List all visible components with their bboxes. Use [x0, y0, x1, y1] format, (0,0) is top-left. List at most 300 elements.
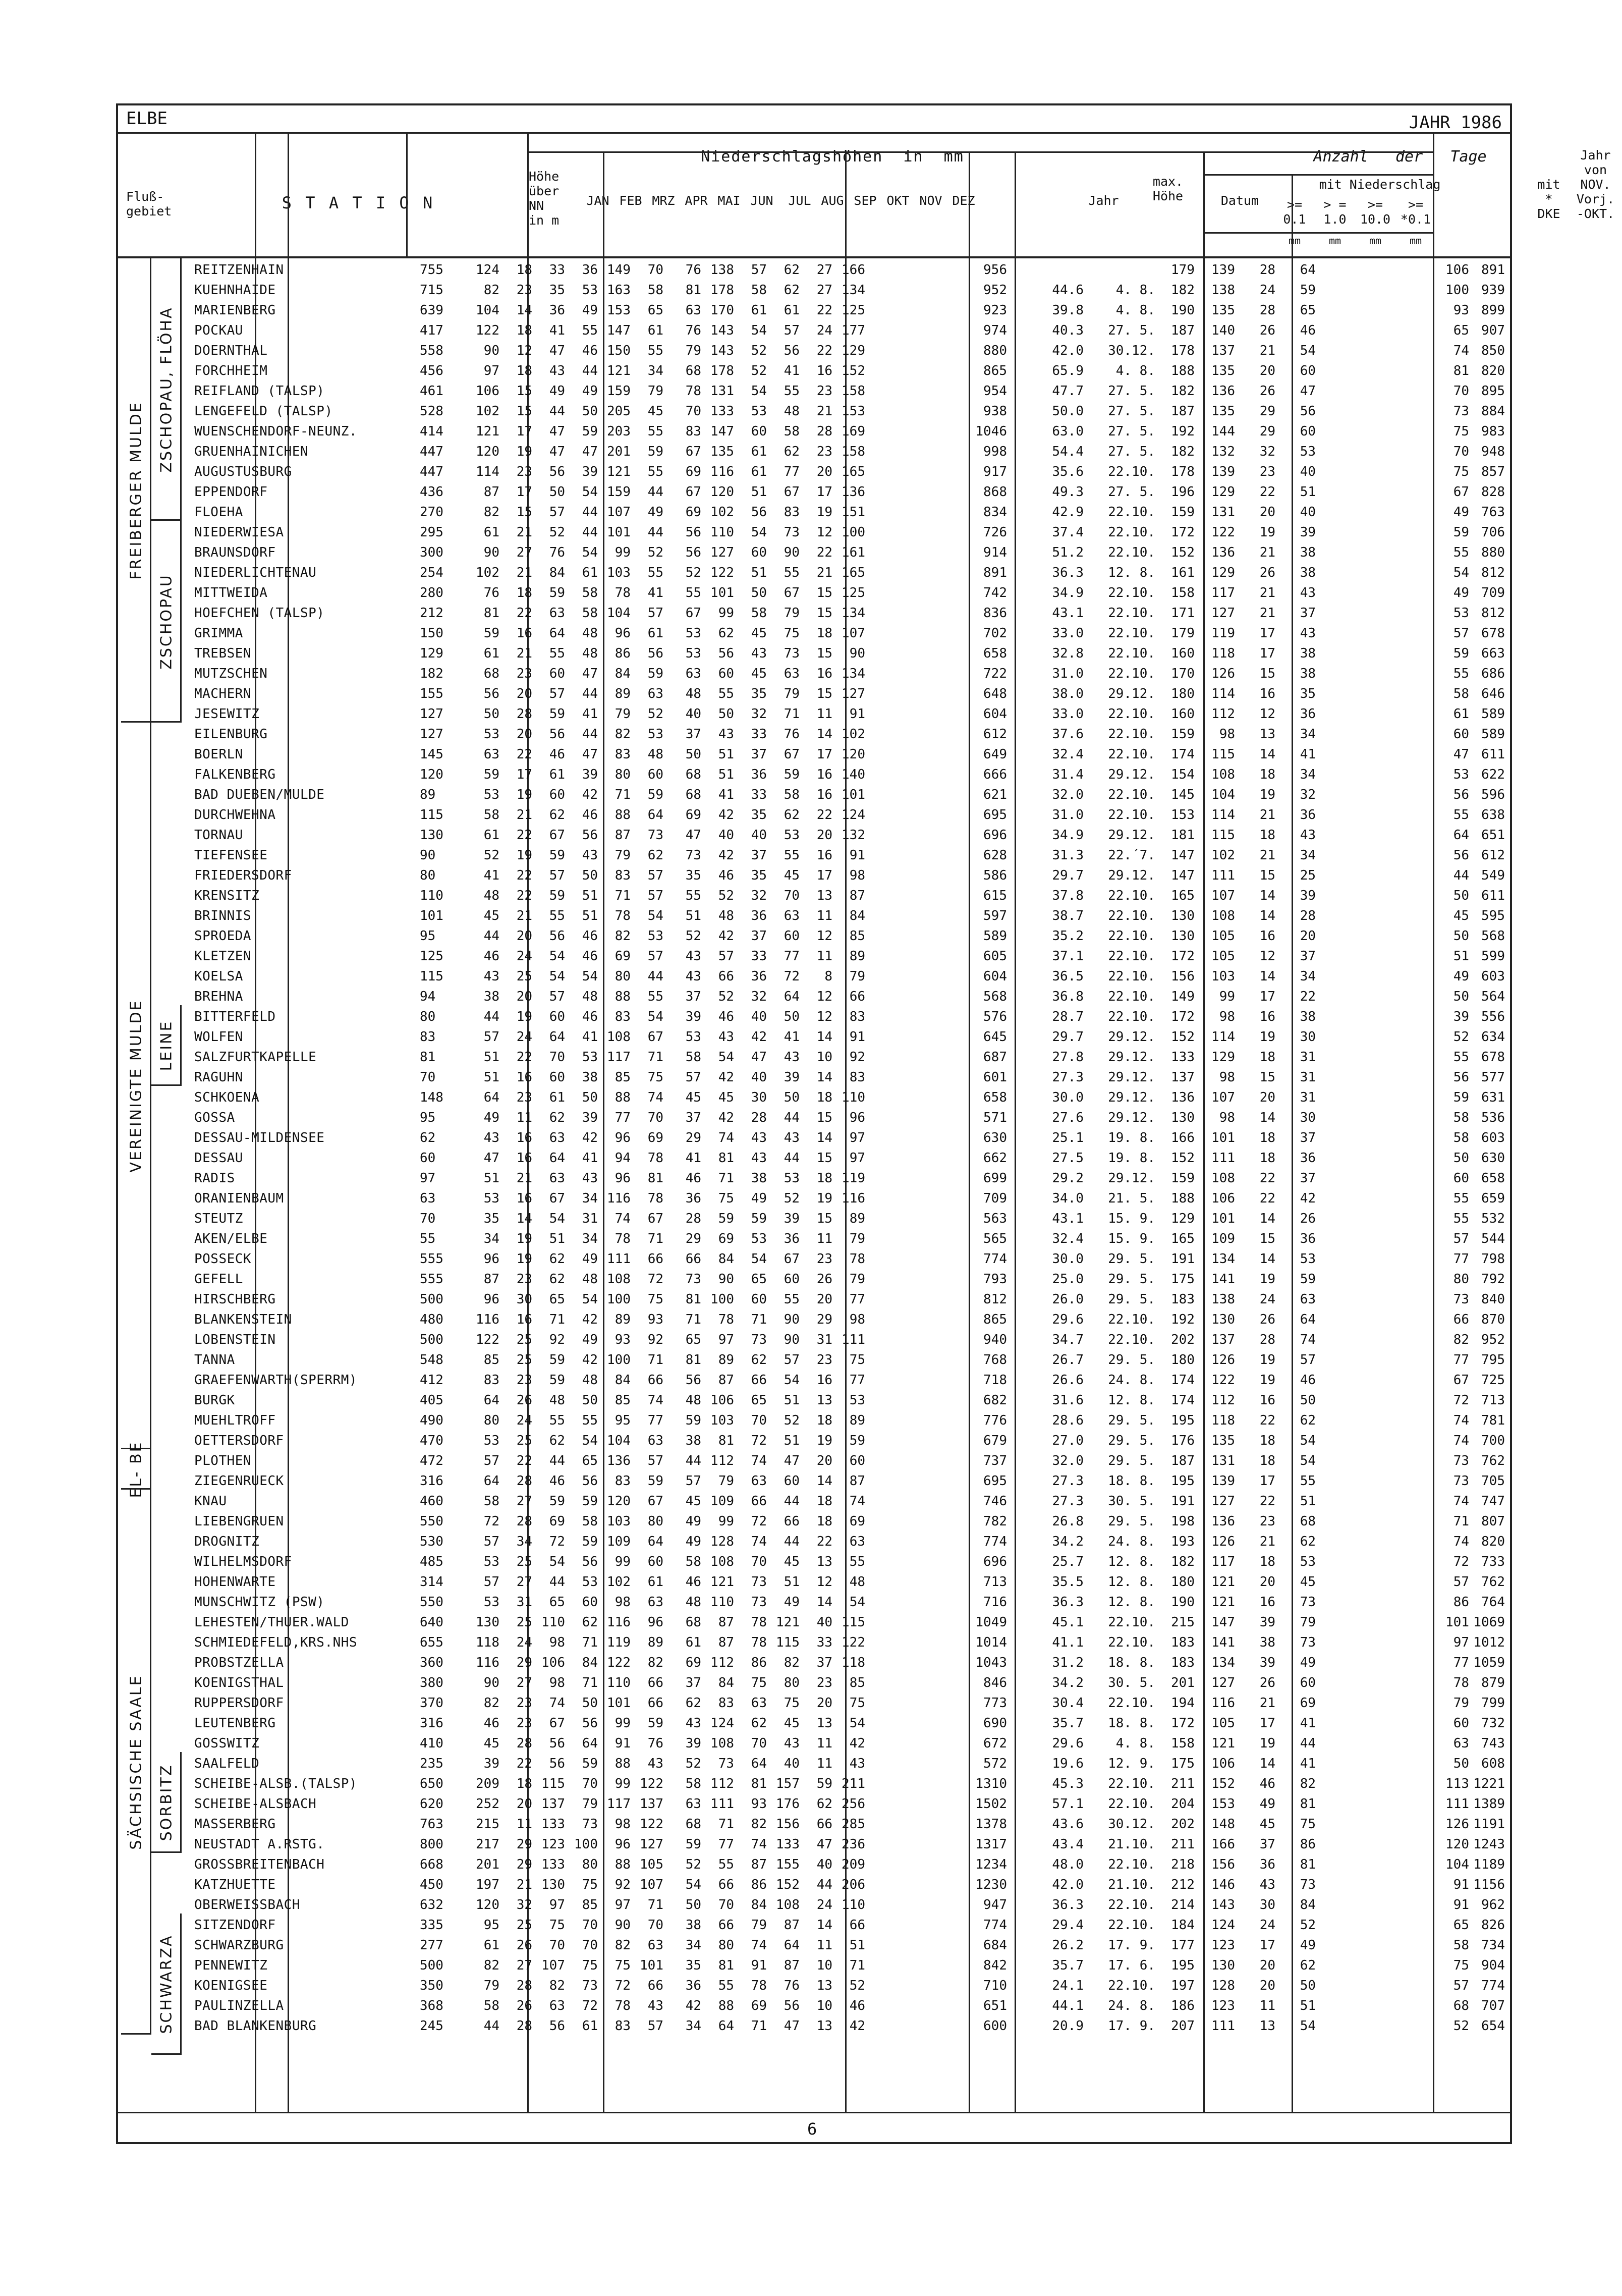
monthly-value: 62: [784, 444, 800, 459]
monthly-value: 42: [685, 1998, 701, 2013]
monthly-value: 78: [751, 1615, 767, 1630]
monthly-value: 49: [784, 1595, 800, 1610]
monthly-value: 285: [842, 1817, 865, 1832]
day-count: 190: [1171, 303, 1195, 318]
day-count: 134: [1211, 1251, 1235, 1267]
monthly-value: 155: [776, 1857, 800, 1872]
table-row: [0, 1328, 1606, 1348]
monthly-value: 86: [751, 1877, 767, 1892]
monthly-value: 62: [816, 1796, 832, 1812]
day-count: 178: [1171, 343, 1195, 358]
monthly-value: 16: [816, 666, 832, 681]
day-count: 182: [1171, 283, 1195, 298]
hydro-year-total: 820: [1481, 1534, 1505, 1549]
monthly-value: 62: [647, 848, 663, 863]
monthly-value: 43: [751, 1130, 767, 1145]
day-count: 195: [1171, 1958, 1195, 1973]
monthly-value: 55: [784, 565, 800, 580]
max-value: 19.6: [1052, 1756, 1084, 1771]
max-date: 29.12.: [1108, 1171, 1155, 1186]
monthly-value: 54: [582, 484, 598, 500]
monthly-value: 69: [685, 807, 701, 823]
annual-total: 695: [983, 1473, 1007, 1489]
dke-count: 59: [1453, 525, 1469, 540]
hydro-year-total: 646: [1481, 686, 1505, 701]
dke-count: 45: [1453, 908, 1469, 923]
table-row: [0, 521, 1606, 541]
table-row: [0, 379, 1606, 400]
monthly-value: 20: [816, 1453, 832, 1468]
annual-total: 565: [983, 1231, 1007, 1246]
monthly-value: 55: [784, 1292, 800, 1307]
dke-count: 57: [1453, 1978, 1469, 1993]
day-count: 187: [1171, 404, 1195, 419]
hydro-year-total: 611: [1481, 888, 1505, 903]
station-name: NIEDERLICHTENAU: [194, 565, 317, 580]
monthly-value: 29: [685, 1130, 701, 1145]
station-name: KRENSITZ: [194, 888, 260, 903]
month-header: NOV: [919, 193, 942, 208]
monthly-value: 36: [751, 767, 767, 782]
monthly-value: 122: [476, 323, 499, 338]
dke-count: 60: [1453, 1716, 1469, 1731]
monthly-value: 83: [718, 1696, 734, 1711]
monthly-value: 47: [751, 1050, 767, 1065]
monthly-value: 68: [685, 363, 701, 378]
day-count: 24: [1259, 1918, 1275, 1933]
monthly-value: 71: [849, 1958, 865, 1973]
monthly-value: 39: [784, 1211, 800, 1226]
dke-count: 54: [1453, 565, 1469, 580]
table-row: [0, 1611, 1606, 1631]
monthly-value: 66: [685, 1251, 701, 1267]
table-row: [0, 844, 1606, 864]
monthly-value: 78: [614, 908, 631, 923]
table-row: [0, 1449, 1606, 1469]
monthly-value: 108: [710, 1554, 734, 1569]
day-count: 21: [1259, 807, 1275, 823]
day-count: 114: [1211, 1029, 1235, 1045]
monthly-value: 24: [516, 1413, 532, 1428]
monthly-value: 36: [751, 969, 767, 984]
monthly-value: 69: [718, 1231, 734, 1246]
monthly-value: 46: [483, 949, 499, 964]
station-height: 715: [420, 283, 443, 298]
monthly-value: 59: [647, 666, 663, 681]
monthly-value: 44: [582, 686, 598, 701]
monthly-value: 65: [582, 1453, 598, 1468]
monthly-value: 99: [614, 545, 631, 560]
monthly-value: 76: [784, 727, 800, 742]
monthly-value: 64: [483, 1473, 499, 1489]
annual-total: 716: [983, 1595, 1007, 1610]
monthly-value: 67: [685, 606, 701, 621]
monthly-value: 63: [549, 1130, 565, 1145]
monthly-value: 133: [541, 1817, 565, 1832]
monthly-value: 43: [549, 363, 565, 378]
day-count: 21: [1259, 585, 1275, 600]
max-value: 27.5: [1052, 1151, 1084, 1166]
max-date: 29. 5.: [1108, 1292, 1155, 1307]
monthly-value: 43: [718, 1029, 734, 1045]
day-count: 46: [1300, 1373, 1316, 1388]
monthly-value: 138: [710, 262, 734, 278]
station-height: 316: [420, 1473, 443, 1489]
day-count: 207: [1171, 2018, 1195, 2034]
monthly-value: 50: [784, 1090, 800, 1105]
monthly-value: 22: [516, 1050, 532, 1065]
monthly-value: 44: [647, 484, 663, 500]
monthly-value: 15: [516, 404, 532, 419]
monthly-value: 71: [647, 1231, 663, 1246]
monthly-value: 58: [582, 585, 598, 600]
monthly-value: 75: [784, 1696, 800, 1711]
monthly-value: 73: [647, 828, 663, 843]
monthly-value: 46: [685, 1574, 701, 1590]
table-row: [0, 1510, 1606, 1530]
monthly-value: 65: [549, 1595, 565, 1610]
monthly-value: 12: [816, 1574, 832, 1590]
monthly-value: 42: [751, 1029, 767, 1045]
annual-total: 612: [983, 727, 1007, 742]
max-value: 29.7: [1052, 1029, 1084, 1045]
monthly-value: 15: [816, 1211, 832, 1226]
hydro-year-total: 568: [1481, 928, 1505, 944]
day-count: 135: [1211, 363, 1235, 378]
day-count: 12: [1259, 949, 1275, 964]
monthly-value: 111: [710, 1796, 734, 1812]
monthly-value: 50: [582, 1393, 598, 1408]
day-count: 121: [1211, 1595, 1235, 1610]
max-date: 15. 9.: [1108, 1211, 1155, 1226]
table-row: [0, 1732, 1606, 1752]
monthly-value: 97: [483, 363, 499, 378]
day-count: 34: [1300, 969, 1316, 984]
dke-count: 74: [1453, 1494, 1469, 1509]
monthly-value: 17: [516, 424, 532, 439]
monthly-value: 23: [516, 1090, 532, 1105]
dke-count: 58: [1453, 686, 1469, 701]
monthly-value: 122: [640, 1817, 663, 1832]
day-count: 75: [1300, 1817, 1316, 1832]
monthly-value: 20: [516, 686, 532, 701]
dke-count: 55: [1453, 1211, 1469, 1226]
hydro-year-total: 589: [1481, 727, 1505, 742]
max-value: 45.3: [1052, 1776, 1084, 1791]
monthly-value: 72: [647, 1272, 663, 1287]
dke-count: 75: [1453, 1958, 1469, 1973]
monthly-value: 32: [751, 888, 767, 903]
monthly-value: 60: [751, 1292, 767, 1307]
monthly-value: 18: [816, 1171, 832, 1186]
day-count: 198: [1171, 1514, 1195, 1529]
day-count: 99: [1219, 989, 1235, 1004]
monthly-value: 54: [849, 1595, 865, 1610]
monthly-value: 98: [614, 1817, 631, 1832]
monthly-value: 16: [816, 363, 832, 378]
monthly-value: 96: [483, 1251, 499, 1267]
day-count: 98: [1219, 1009, 1235, 1024]
annual-total: 605: [983, 949, 1007, 964]
monthly-value: 10: [816, 1958, 832, 1973]
day-count: 26: [1259, 1675, 1275, 1690]
day-count: 73: [1300, 1595, 1316, 1610]
dke-count: 82: [1453, 1332, 1469, 1347]
table-row: [0, 1046, 1606, 1066]
table-row: [0, 1066, 1606, 1086]
station-name: DOERNTHAL: [194, 343, 268, 358]
hydro-year-total: 599: [1481, 949, 1505, 964]
station-name: DESSAU: [194, 1151, 243, 1166]
monthly-value: 58: [685, 1776, 701, 1791]
max-value: 29.6: [1052, 1312, 1084, 1327]
monthly-value: 20: [516, 928, 532, 944]
station-height: 182: [420, 666, 443, 681]
monthly-value: 91: [751, 1958, 767, 1973]
station-name: TREBSEN: [194, 646, 252, 661]
monthly-value: 23: [516, 666, 532, 681]
monthly-value: 36: [685, 1978, 701, 1993]
monthly-value: 201: [607, 444, 631, 459]
monthly-value: 110: [842, 1090, 865, 1105]
day-count: 81: [1300, 1857, 1316, 1872]
station-name: GRAEFENWARTH(SPERRM): [194, 1373, 358, 1388]
monthly-value: 43: [784, 1130, 800, 1145]
monthly-value: 110: [607, 1675, 631, 1690]
station-name: LIEBENGRUEN: [194, 1514, 284, 1529]
day-count: 180: [1171, 686, 1195, 701]
day-count: 218: [1171, 1857, 1195, 1872]
monthly-value: 32: [516, 1897, 532, 1912]
monthly-value: 82: [614, 727, 631, 742]
station-name: RADIS: [194, 1171, 235, 1186]
monthly-value: 14: [816, 1130, 832, 1145]
day-count: 136: [1171, 1090, 1195, 1105]
monthly-value: 93: [751, 1796, 767, 1812]
station-height: 55: [420, 1231, 436, 1246]
monthly-value: 24: [516, 1635, 532, 1650]
day-count: 172: [1171, 525, 1195, 540]
monthly-value: 56: [582, 1554, 598, 1569]
monthly-value: 134: [842, 606, 865, 621]
hydro-year-total: 603: [1481, 969, 1505, 984]
max-value: 26.6: [1052, 1373, 1084, 1388]
monthly-value: 44: [549, 404, 565, 419]
monthly-value: 62: [685, 1696, 701, 1711]
monthly-value: 95: [614, 1413, 631, 1428]
day-count: 20: [1259, 363, 1275, 378]
monthly-value: 82: [483, 1696, 499, 1711]
station-name: OETTERSDORF: [194, 1433, 284, 1448]
monthly-value: 68: [685, 787, 701, 802]
monthly-value: 11: [816, 1231, 832, 1246]
monthly-value: 137: [640, 1796, 663, 1812]
annual-total: 709: [983, 1191, 1007, 1206]
max-value: 29.7: [1052, 868, 1084, 883]
annual-total: 572: [983, 1756, 1007, 1771]
monthly-value: 63: [647, 1938, 663, 1953]
day-count: 127: [1211, 1494, 1235, 1509]
monthly-value: 55: [549, 1413, 565, 1428]
table-row: [0, 299, 1606, 319]
day-count: 130: [1171, 908, 1195, 923]
station-name: SCHWARZBURG: [194, 1938, 284, 1953]
annual-total: 630: [983, 1130, 1007, 1145]
table-row: [0, 1772, 1606, 1792]
monthly-value: 29: [816, 1312, 832, 1327]
monthly-value: 116: [842, 1191, 865, 1206]
hydro-year-total: 700: [1481, 1433, 1505, 1448]
day-count: 43: [1300, 585, 1316, 600]
monthly-value: 21: [516, 1171, 532, 1186]
monthly-value: 22: [516, 868, 532, 883]
max-value: 32.8: [1052, 646, 1084, 661]
dke-count: 74: [1453, 343, 1469, 358]
monthly-value: 66: [849, 989, 865, 1004]
day-count: 119: [1211, 626, 1235, 641]
monthly-value: 34: [483, 1231, 499, 1246]
monthly-value: 65: [647, 303, 663, 318]
day-count: 191: [1171, 1251, 1195, 1267]
monthly-value: 11: [816, 1938, 832, 1953]
day-count: 21: [1259, 1696, 1275, 1711]
monthly-value: 109: [710, 1494, 734, 1509]
monthly-value: 62: [549, 1110, 565, 1125]
day-count: 102: [1211, 848, 1235, 863]
max-value: 34.2: [1052, 1534, 1084, 1549]
monthly-value: 52: [685, 928, 701, 944]
day-count: 188: [1171, 363, 1195, 378]
day-count: 21: [1259, 848, 1275, 863]
monthly-value: 136: [842, 484, 865, 500]
monthly-value: 80: [647, 1514, 663, 1529]
monthly-value: 19: [516, 848, 532, 863]
max-date: 29.12.: [1108, 686, 1155, 701]
day-count: 107: [1211, 888, 1235, 903]
hydro-year-total: 774: [1481, 1978, 1505, 1993]
day-count: 214: [1171, 1897, 1195, 1912]
monthly-value: 83: [483, 1373, 499, 1388]
hydro-year-total: 611: [1481, 747, 1505, 762]
station-name: GRIMMA: [194, 626, 243, 641]
col-jahr: Jahr: [1088, 193, 1119, 208]
station-name: KNAU: [194, 1494, 227, 1509]
day-count: 122: [1211, 1373, 1235, 1388]
day-count: 139: [1211, 262, 1235, 278]
day-count: 154: [1171, 767, 1195, 782]
day-count: 36: [1300, 706, 1316, 722]
monthly-value: 74: [849, 1494, 865, 1509]
monthly-value: 135: [710, 444, 734, 459]
table-row: [0, 1631, 1606, 1651]
monthly-value: 75: [718, 1191, 734, 1206]
monthly-value: 53: [685, 1029, 701, 1045]
monthly-value: 40: [751, 828, 767, 843]
monthly-value: 39: [582, 767, 598, 782]
monthly-value: 59: [582, 1756, 598, 1771]
monthly-value: 28: [516, 1736, 532, 1751]
day-count: 134: [1211, 1655, 1235, 1670]
day-count: 40: [1300, 505, 1316, 520]
max-date: 29.12.: [1108, 868, 1155, 883]
station-name: MUTZSCHEN: [194, 666, 268, 681]
max-value: 42.9: [1052, 505, 1084, 520]
monthly-value: 54: [549, 1554, 565, 1569]
monthly-value: 108: [607, 1272, 631, 1287]
monthly-value: 87: [483, 484, 499, 500]
monthly-value: 61: [751, 464, 767, 479]
station-height: 417: [420, 323, 443, 338]
day-count: 211: [1171, 1776, 1195, 1791]
station-height: 550: [420, 1514, 443, 1529]
max-value: 32.0: [1052, 787, 1084, 802]
monthly-value: 67: [784, 585, 800, 600]
monthly-value: 42: [582, 1130, 598, 1145]
monthly-value: 56: [784, 343, 800, 358]
station-name: EPPENDORF: [194, 484, 268, 500]
month-header: OKT: [886, 193, 910, 208]
hydro-year-total: 603: [1481, 1130, 1505, 1145]
monthly-value: 43: [483, 969, 499, 984]
monthly-value: 57: [549, 686, 565, 701]
table-row: [0, 824, 1606, 844]
max-value: 36.3: [1052, 1595, 1084, 1610]
monthly-value: 38: [483, 989, 499, 1004]
monthly-value: 166: [842, 262, 865, 278]
monthly-value: 85: [614, 1070, 631, 1085]
station-height: 295: [420, 525, 443, 540]
station-height: 550: [420, 1595, 443, 1610]
col-niederschlag: Niederschlagshöhen in mm: [701, 148, 964, 166]
day-count: 17: [1259, 646, 1275, 661]
monthly-value: 65: [751, 1393, 767, 1408]
monthly-value: 74: [718, 1130, 734, 1145]
monthly-value: 34: [582, 1191, 598, 1206]
group-label: EL- BE: [127, 1441, 145, 1498]
monthly-value: 19: [516, 1251, 532, 1267]
station-name: FALKENBERG: [194, 767, 276, 782]
monthly-value: 115: [541, 1776, 565, 1791]
day-count: 49: [1300, 1938, 1316, 1953]
monthly-value: 62: [718, 626, 734, 641]
max-value: 27.0: [1052, 1433, 1084, 1448]
monthly-value: 84: [582, 1655, 598, 1670]
dke-count: 39: [1453, 1009, 1469, 1024]
dke-count: 104: [1445, 1857, 1469, 1872]
hydro-year-total: 840: [1481, 1292, 1505, 1307]
monthly-value: 16: [516, 1312, 532, 1327]
monthly-value: 15: [816, 606, 832, 621]
monthly-value: 44: [685, 1453, 701, 1468]
day-count: 22: [1259, 1494, 1275, 1509]
threshold-unit: mm: [1369, 235, 1382, 247]
monthly-value: 24: [516, 1029, 532, 1045]
monthly-value: 97: [849, 1130, 865, 1145]
month-header: MRZ: [652, 193, 675, 208]
monthly-value: 11: [516, 1110, 532, 1125]
monthly-value: 70: [549, 1938, 565, 1953]
max-date: 12. 8.: [1108, 1595, 1155, 1610]
day-count: 111: [1211, 868, 1235, 883]
monthly-value: 60: [751, 545, 767, 560]
monthly-value: 12: [816, 525, 832, 540]
monthly-value: 48: [849, 1574, 865, 1590]
monthly-value: 57: [685, 1473, 701, 1489]
annual-total: 695: [983, 807, 1007, 823]
dke-count: 91: [1453, 1897, 1469, 1912]
day-count: 28: [1300, 908, 1316, 923]
day-count: 26: [1259, 1312, 1275, 1327]
